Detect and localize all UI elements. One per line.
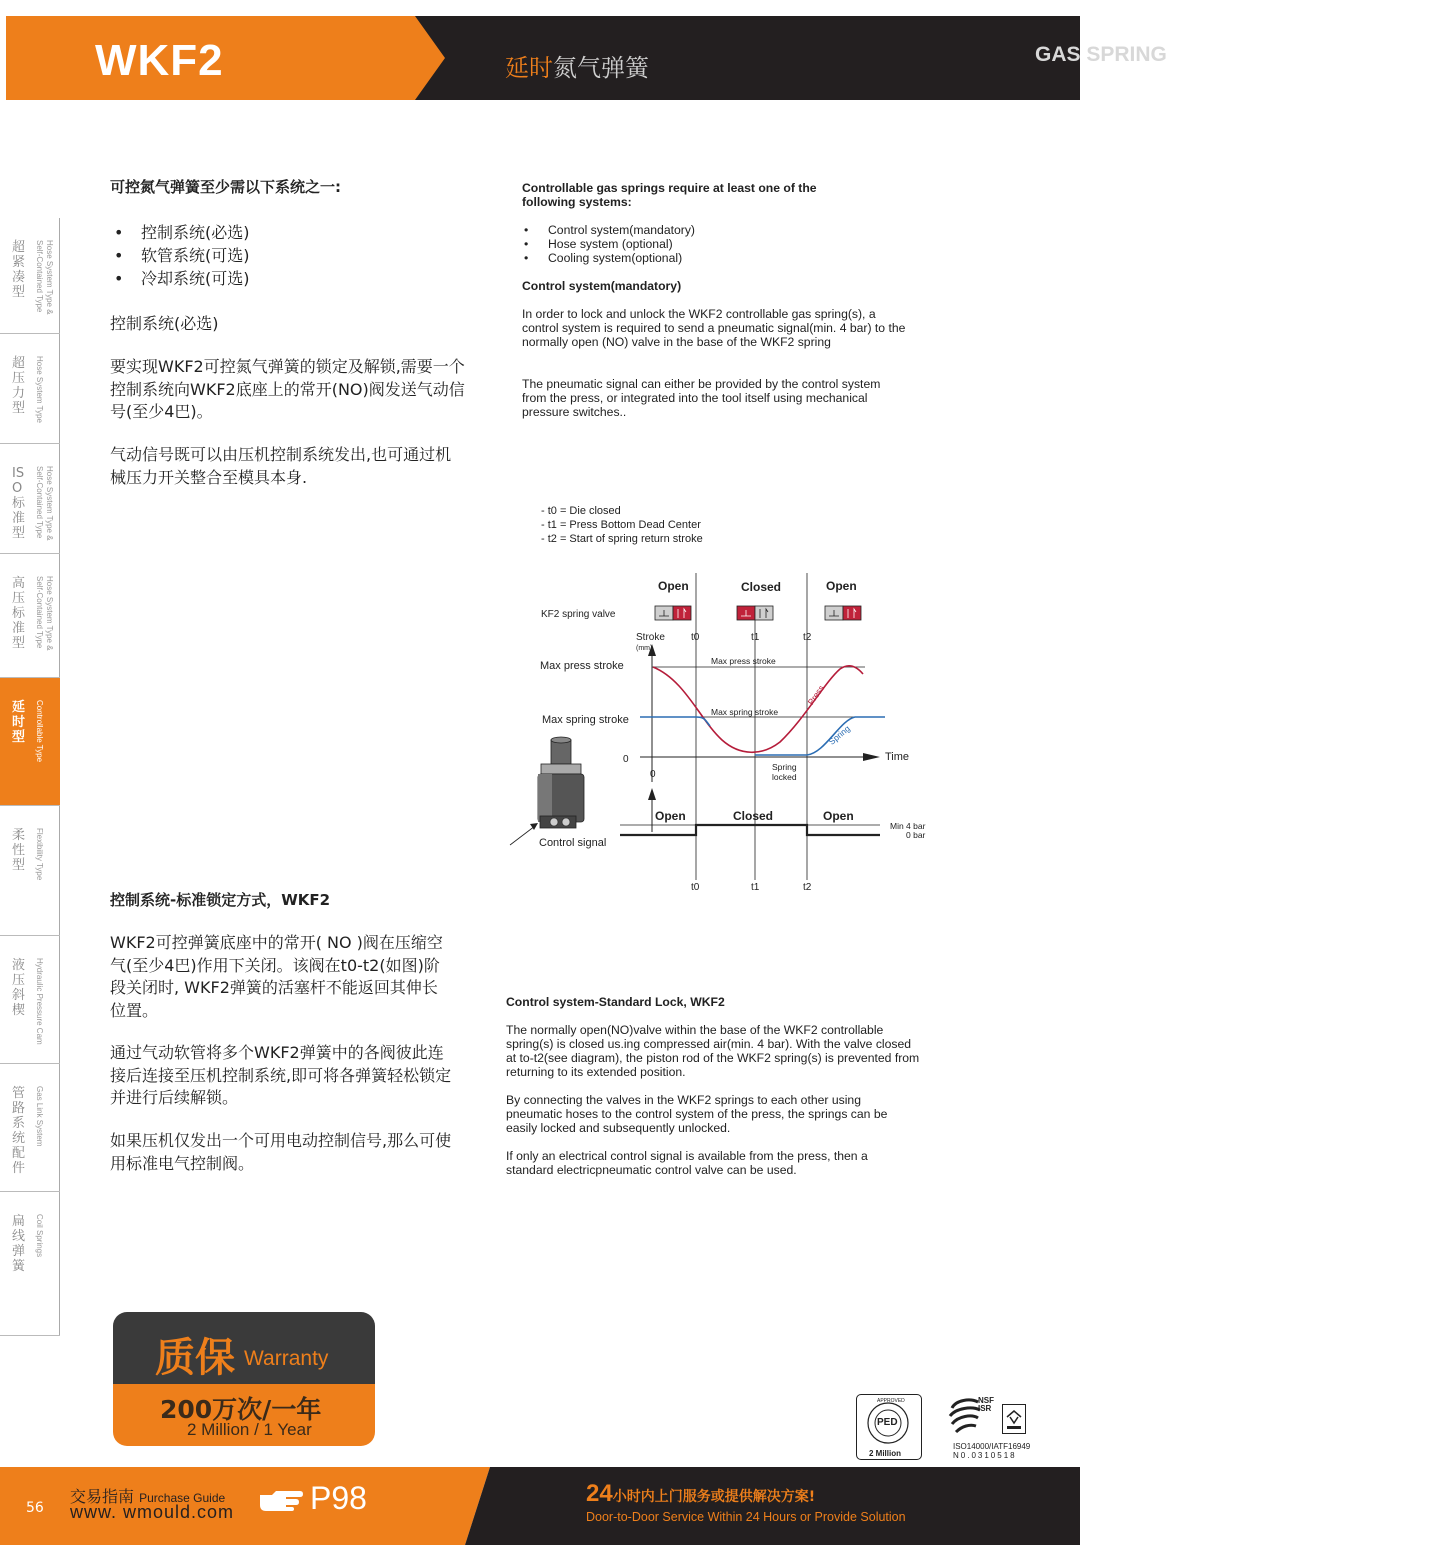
ped-label: PED: [877, 1417, 898, 1428]
list-item: • 控制系统(必选): [114, 221, 250, 244]
warranty-title-en: Warranty: [244, 1347, 329, 1370]
cert-number: N0.0310518: [953, 1451, 1017, 1460]
signal-axis-arrow: [648, 788, 656, 800]
category-sidebar: [0, 218, 60, 1336]
spring-locked-label: [772, 762, 797, 782]
cn-paragraph-2: 气动信号既可以由压机控制系统发出,也可通过机械压力开关整合至模具本身.: [110, 445, 452, 487]
en-paragraph-4: By connecting the valves in the WKF2 springs to each other using pneumatic hoses to the control system of the press, the springs can be easily locked and subsequently unlocked.: [506, 1093, 888, 1135]
en-paragraph-5: If only an electrical control signal is available from the press, then a standard electricpneumatic control valve can be used.: [506, 1149, 868, 1177]
spring-locked-line-2: locked: [772, 772, 797, 782]
guide-cn: 交易指南: [70, 1487, 135, 1506]
max-press-stroke-label: Max press stroke: [540, 660, 624, 672]
en-heading-requirements: Controllable gas springs require at least one of the following systems:: [522, 181, 817, 209]
cn-paragraph-1: 要实现WKF2可控氮气弹簧的锁定及解锁,需要一个控制系统向WKF2底座上的常开(NO)阀发送气动信号(至少4巴)。: [110, 357, 465, 421]
sidebar-item-sublabel: Hose System Type & Self-Contained Type: [35, 466, 54, 541]
list-item: • Control system(mandatory): [522, 223, 922, 237]
warranty-cycles-cn: 200万次/一年: [160, 1395, 322, 1424]
page-reference-link[interactable]: P98: [310, 1480, 367, 1516]
sidebar-item-sublabel: Coil Springs: [35, 1214, 44, 1258]
sidebar-item-label: 高压标准型: [12, 576, 26, 651]
sidebar-item-sublabel: Gas Link System: [35, 1086, 44, 1147]
ped-certificate-badge: [856, 1394, 922, 1460]
zero-label: 0: [650, 769, 656, 780]
en-heading-standard-lock: Control system-Standard Lock, WKF2: [506, 995, 725, 1009]
press-curve-label: Press: [805, 683, 827, 707]
max-spring-stroke-label: Max spring stroke: [542, 714, 629, 726]
sidebar-item-high-standard[interactable]: [0, 554, 60, 678]
state-top-open: Open: [658, 579, 689, 593]
zero-label: 0: [623, 754, 629, 765]
spring-curve-top: [640, 717, 710, 726]
time-axis-arrow: [863, 753, 880, 761]
t0-label: t0: [691, 882, 700, 893]
sidebar-item-flexibility[interactable]: [0, 806, 60, 936]
state-bottom-open: Open: [655, 809, 686, 823]
cn-paragraph-4: 通过气动软管将多个WKF2弹簧中的各阀彼此连接后连接至压机控制系统,即可将各弹簧轻松锁定并进行后续解锁。: [110, 1043, 452, 1107]
pointing-hand-icon: [258, 1487, 304, 1513]
slogan-text: 小时内上门服务或提供解决方案!: [612, 1489, 816, 1505]
state-bottom-open: Open: [823, 809, 854, 823]
stroke-unit: (mm): [636, 645, 653, 652]
sidebar-item-iso[interactable]: [0, 444, 60, 554]
cn-heading-requirements: 可控氮气弹簧至少需以下系统之一:: [110, 178, 342, 196]
t2-label: t2: [803, 632, 812, 643]
sidebar-item-label: 超压力型: [12, 356, 26, 416]
isr-label: ISR: [978, 1404, 992, 1413]
service-slogan-cn: [586, 1480, 815, 1508]
spring-curve-return: [755, 717, 885, 755]
max-spring-stroke-inline: Max spring stroke: [711, 707, 779, 717]
ped-approved-text: APPROVED: [877, 1398, 905, 1404]
sidebar-item-sublabel: Hose System Type & Self-Contained Type: [35, 240, 54, 315]
en-paragraph-3: The normally open(NO)valve within the base of the WKF2 controllable spring(s) is closed us.ing compressed air(min. 4 bar). With the valve closed at to-t2(see diagram), the piston rod of the WKF2 spring(s) is prevented from returning to its extended position.: [506, 1023, 920, 1079]
warranty-cycles-en: 2 Million / 1 Year: [187, 1420, 312, 1439]
nsf-label: NSF: [978, 1396, 994, 1405]
sidebar-item-label: 液压斜楔: [12, 958, 26, 1018]
min-4-bar-label: Min 4 bar: [890, 821, 926, 831]
list-item: • 冷却系统(可选): [114, 267, 250, 290]
cn-heading-standard-lock: 控制系统-标准锁定方式，WKF2: [110, 891, 331, 909]
sidebar-item-label: 柔性型: [12, 828, 26, 873]
page-number: 56: [26, 1500, 44, 1516]
ped-cycles-text: 2 Million: [869, 1449, 901, 1458]
state-top-open: Open: [826, 579, 857, 593]
slogan-number: 24: [586, 1480, 613, 1507]
sidebar-item-label: 扁线弹簧: [12, 1214, 26, 1274]
sidebar-item-sublabel: Controllable Type: [35, 700, 44, 763]
sidebar-item-label: 管路系统配件: [12, 1086, 26, 1176]
sidebar-item-sublabel: Hose System Type: [35, 356, 44, 423]
cn-bullet-list: [114, 221, 250, 290]
time-label: Time: [885, 751, 910, 763]
valve-open-icon: [825, 606, 861, 620]
sidebar-item-label: 超紧凑型: [12, 240, 26, 300]
sidebar-item-controllable[interactable]: [0, 678, 60, 806]
spring-curve-label: Spring: [826, 723, 852, 747]
legend-t2: - t2 = Start of spring return stroke: [541, 533, 703, 545]
en-subheading-control: Control system(mandatory): [522, 279, 682, 293]
t1-label: t1: [751, 882, 760, 893]
ukas-badge: [1002, 1404, 1026, 1434]
list-item: • 软管系统(可选): [114, 244, 250, 267]
guide-en: Purchase Guide: [139, 1491, 226, 1505]
t0-label: t0: [691, 632, 700, 643]
en-paragraph-2: The pneumatic signal can either be provided by the control system from the press, or integrated into the tool itself using mechanical pressure switches..: [522, 377, 881, 419]
valve-label: KF2 spring valve: [541, 609, 616, 620]
iso-cert-text: ISO14000/IATF16949: [953, 1442, 1031, 1451]
sidebar-item-label: ISO标准型: [12, 466, 26, 541]
sidebar-item-coil-springs[interactable]: [0, 1192, 60, 1336]
gas-spring-cylinder-icon: [510, 737, 584, 845]
stroke-label: Stroke: [636, 632, 665, 643]
subtitle-accent: 延时: [505, 54, 553, 82]
state-top-closed: Closed: [741, 580, 782, 594]
sidebar-item-sublabel: Hydraulic Pressure Cam: [35, 958, 44, 1045]
legend-t1: - t1 = Press Bottom Dead Center: [541, 519, 701, 531]
ukas-crown-icon: [1003, 1405, 1025, 1433]
sidebar-item-high-pressure[interactable]: [0, 334, 60, 444]
diagram-legend: [541, 504, 703, 546]
subtitle-en: GAS SPRING: [1035, 43, 1167, 66]
cn-paragraph-5: 如果压机仅发出一个可用电动控制信号,那么可使用标准电气控制阀。: [110, 1131, 452, 1173]
sidebar-item-sublabel: Hose System Type & Self-Contained Type: [35, 576, 54, 651]
website-link[interactable]: www. wmould.com: [70, 1502, 235, 1522]
warranty-title-cn: 质保: [155, 1335, 235, 1381]
valve-closed-icon: [737, 606, 773, 620]
sidebar-item-gas-link[interactable]: [0, 1064, 60, 1192]
en-paragraph-1: In order to lock and unlock the WKF2 controllable gas spring(s), a control system is required to send a pneumatic signal(min. 4 bar) to the normally open (NO) valve in the base of the WKF2 spring: [522, 307, 906, 349]
sidebar-item-hydraulic-cam[interactable]: [0, 936, 60, 1064]
subtitle-cn: 氮气弹簧: [553, 54, 649, 82]
zero-bar-label: 0 bar: [906, 830, 926, 840]
en-bullet-list: [522, 223, 922, 265]
header-subtitle: [505, 43, 1167, 83]
max-press-stroke-inline: Max press stroke: [711, 656, 776, 666]
control-signal-label: Control signal: [539, 837, 607, 849]
state-bottom-closed: Closed: [733, 809, 774, 823]
sidebar-item-compact[interactable]: [0, 218, 60, 334]
list-item: • Cooling system(optional): [522, 251, 922, 265]
t1-label: t1: [751, 632, 760, 643]
nsf-isr-logo: [948, 1396, 994, 1438]
cn-subheading-control: 控制系统(必选): [110, 314, 219, 333]
header-orange-band: [6, 16, 446, 100]
valve-open-icon: [655, 606, 691, 620]
product-model-title: WKF2: [95, 36, 224, 85]
cn-paragraph-3: WKF2可控弹簧底座中的常开( NO )阀在压缩空气(至少4巴)作用下关闭。该阀在t0-t2(如图)阶段关闭时, WKF2弹簧的活塞杆不能返回其伸长位置。: [110, 933, 443, 1020]
service-slogan-en: Door-to-Door Service Within 24 Hours or Provide Solution: [586, 1510, 906, 1524]
sidebar-item-sublabel: Flexibility Type: [35, 828, 44, 881]
legend-t0: - t0 = Die closed: [541, 505, 621, 517]
control-signal-line: [620, 825, 880, 835]
sidebar-item-label: 延时型: [12, 700, 26, 745]
list-item: • Hose system (optional): [522, 237, 922, 251]
spring-locked-line-1: Spring: [772, 762, 797, 772]
t2-label: t2: [803, 882, 812, 893]
